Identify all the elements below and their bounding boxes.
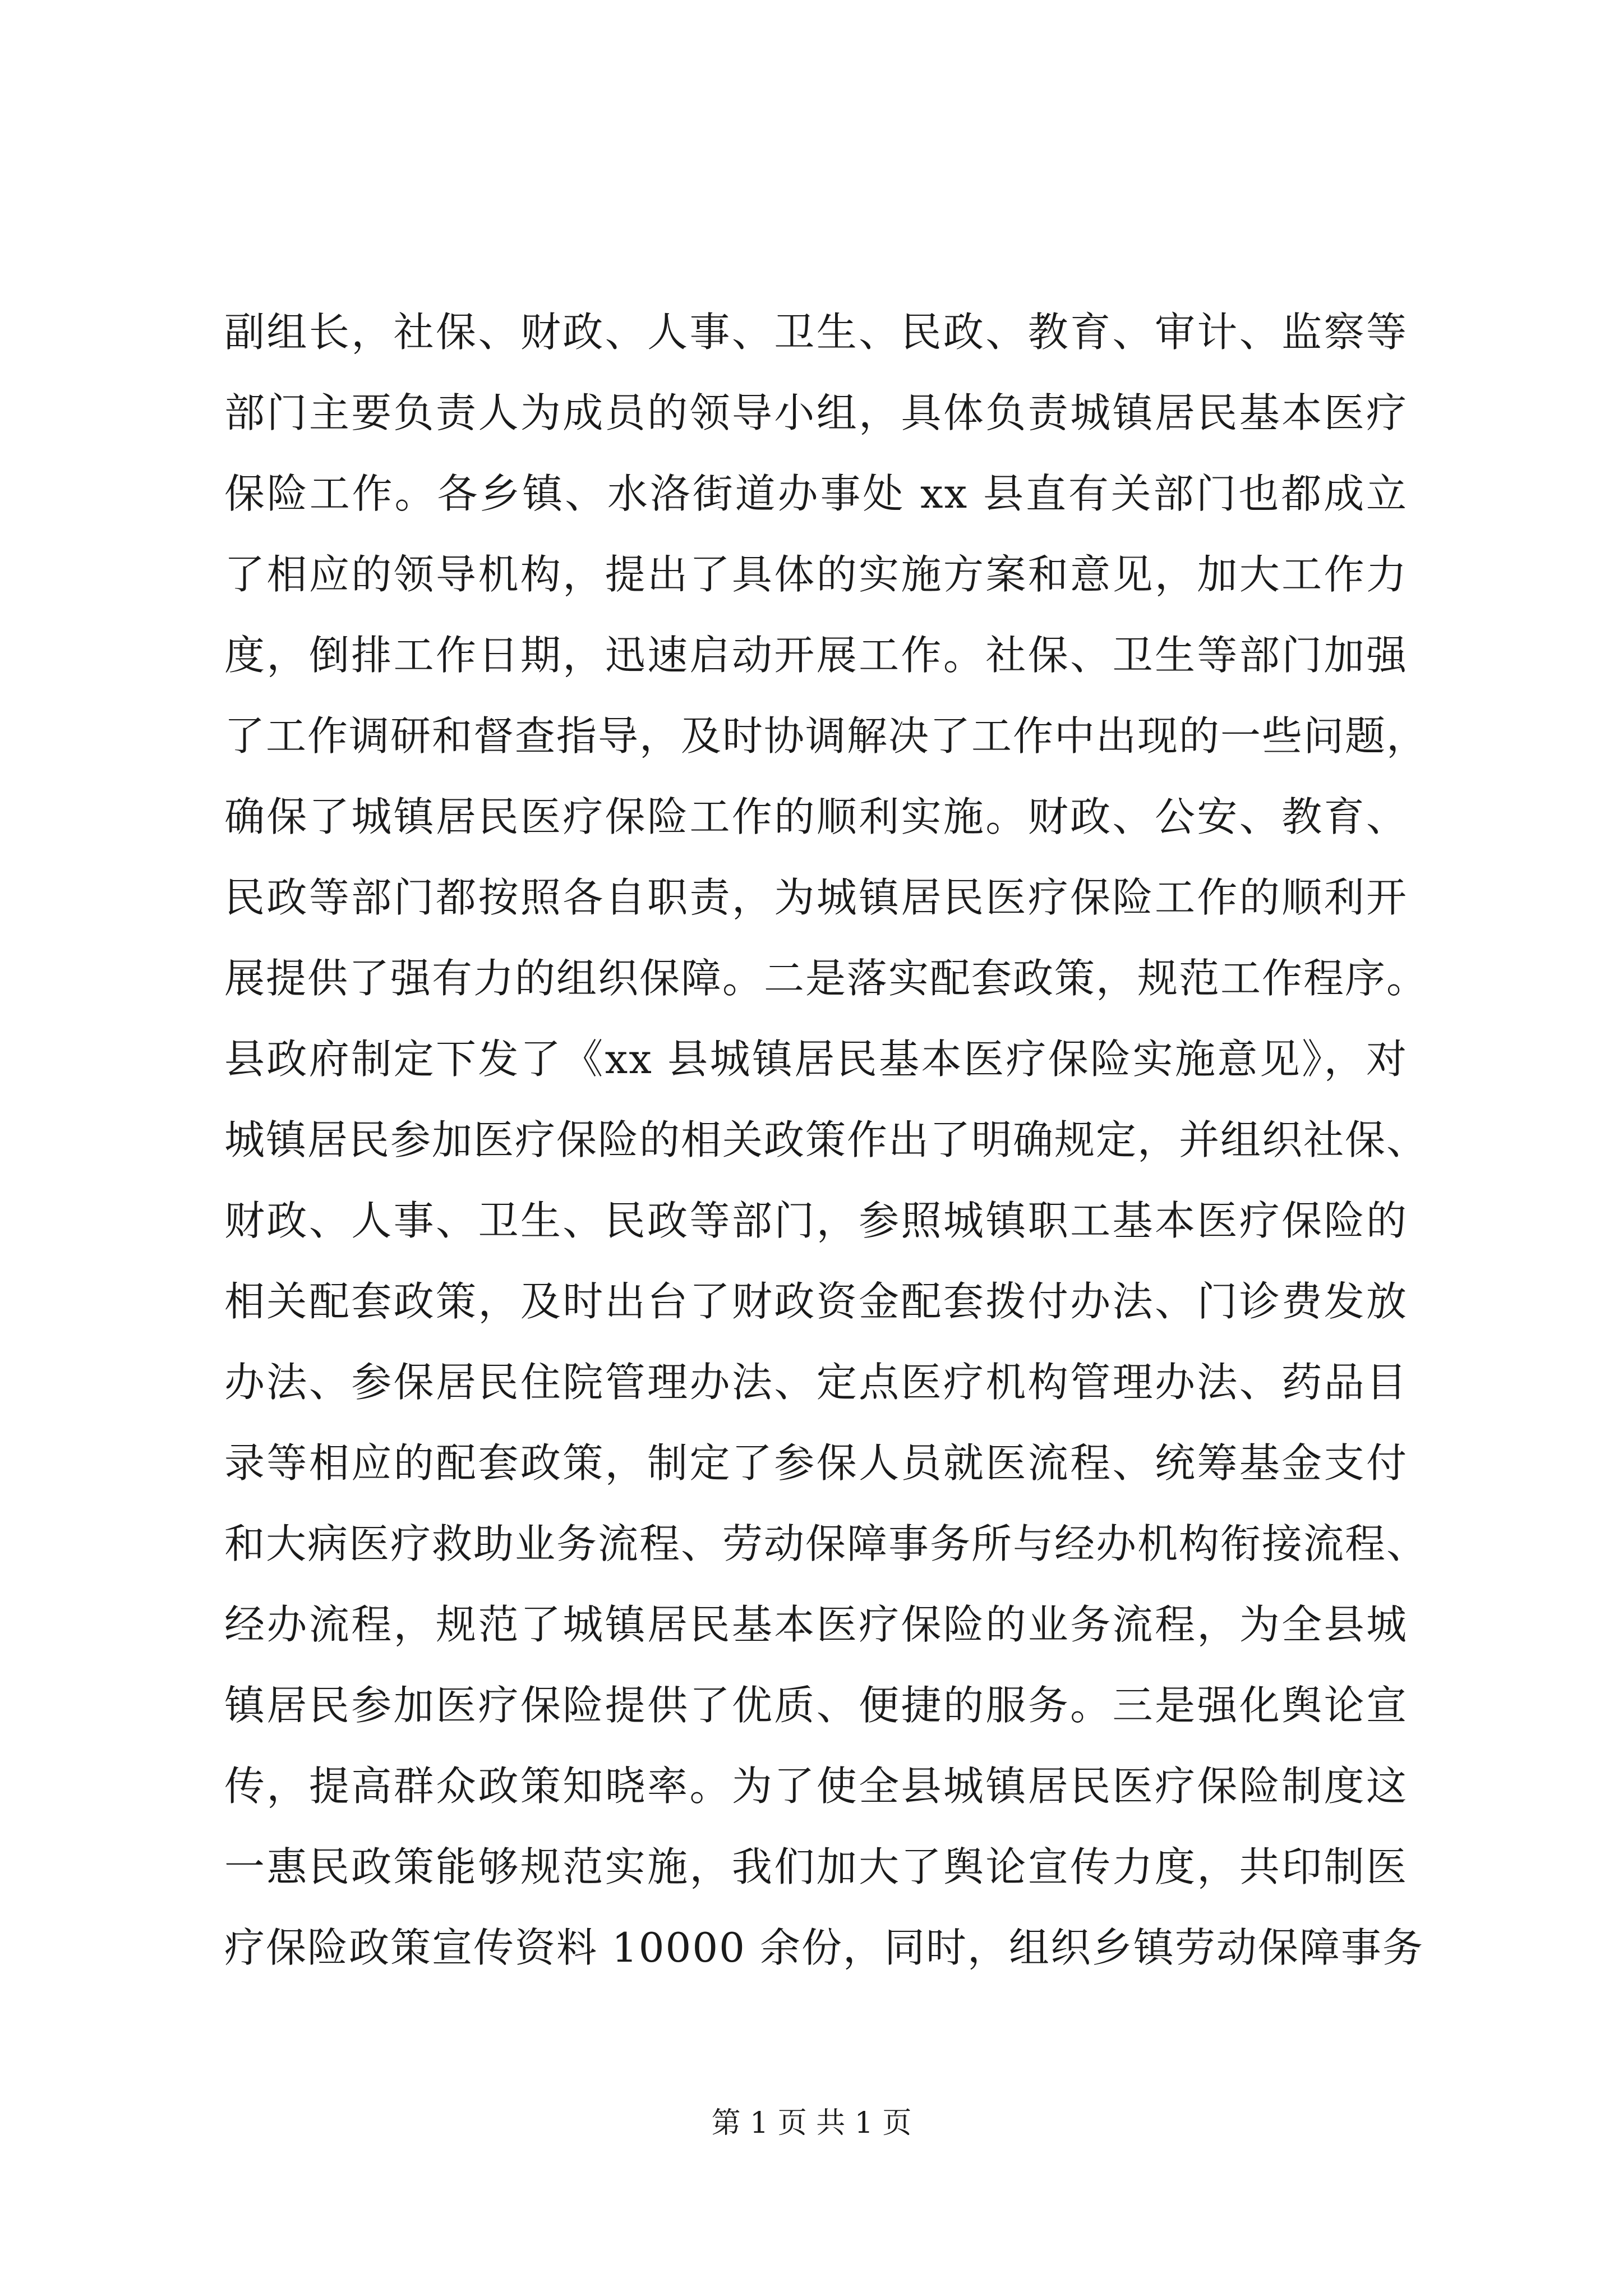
text-line: 保险工作。各乡镇、水洛街道办事处 xx 县直有关部门也都成立 — [224, 470, 1408, 517]
text-line: 录等相应的配套政策，制定了参保人员就医流程、统筹基金支付 — [224, 1439, 1408, 1487]
page-number-footer: 第 1 页 共 1 页 — [711, 2106, 912, 2140]
text-line: 了相应的领导机构，提出了具体的实施方案和意见，加大工作力 — [224, 551, 1408, 598]
text-line: 度，倒排工作日期，迅速启动开展工作。社保、卫生等部门加强 — [224, 632, 1408, 679]
body-text — [224, 292, 1428, 1988]
text-line: 确保了城镇居民医疗保险工作的顺利实施。财政、公安、教育、 — [224, 793, 1408, 840]
text-line: 财政、人事、卫生、民政等部门，参照城镇职工基本医疗保险的 — [224, 1197, 1408, 1244]
text-line: 部门主要负责人为成员的领导小组，具体负责城镇居民基本医疗 — [224, 389, 1408, 436]
text-line: 和大病医疗救助业务流程、劳动保障事务所与经办机构衔接流程、 — [224, 1520, 1428, 1567]
text-line: 办法、参保居民住院管理办法、定点医疗机构管理办法、药品目 — [224, 1359, 1408, 1406]
text-line: 一惠民政策能够规范实施，我们加大了舆论宣传力度，共印制医 — [224, 1843, 1408, 1890]
text-line: 副组长，社保、财政、人事、卫生、民政、教育、审计、监察等 — [224, 309, 1408, 356]
text-line: 疗保险政策宣传资料 10000 余份，同时，组织乡镇劳动保障事务 — [224, 1924, 1424, 1971]
text-line: 了工作调研和督查指导，及时协调解决了工作中出现的一些问题， — [224, 712, 1428, 760]
text-line: 展提供了强有力的组织保障。二是落实配套政策，规范工作程序。 — [224, 955, 1428, 1002]
text-line: 相关配套政策，及时出台了财政资金配套拨付办法、门诊费发放 — [224, 1278, 1408, 1325]
text-line: 经办流程，规范了城镇居民基本医疗保险的业务流程，为全县城 — [224, 1601, 1408, 1648]
text-line: 镇居民参加医疗保险提供了优质、便捷的服务。三是强化舆论宣 — [224, 1682, 1408, 1729]
text-line: 县政府制定下发了《xx 县城镇居民基本医疗保险实施意见》，对 — [224, 1036, 1408, 1083]
text-line: 传，提高群众政策知晓率。为了使全县城镇居民医疗保险制度这 — [224, 1763, 1408, 1810]
text-line: 民政等部门都按照各自职责，为城镇居民医疗保险工作的顺利开 — [224, 874, 1408, 921]
text-line: 城镇居民参加医疗保险的相关政策作出了明确规定，并组织社保、 — [224, 1116, 1428, 1163]
